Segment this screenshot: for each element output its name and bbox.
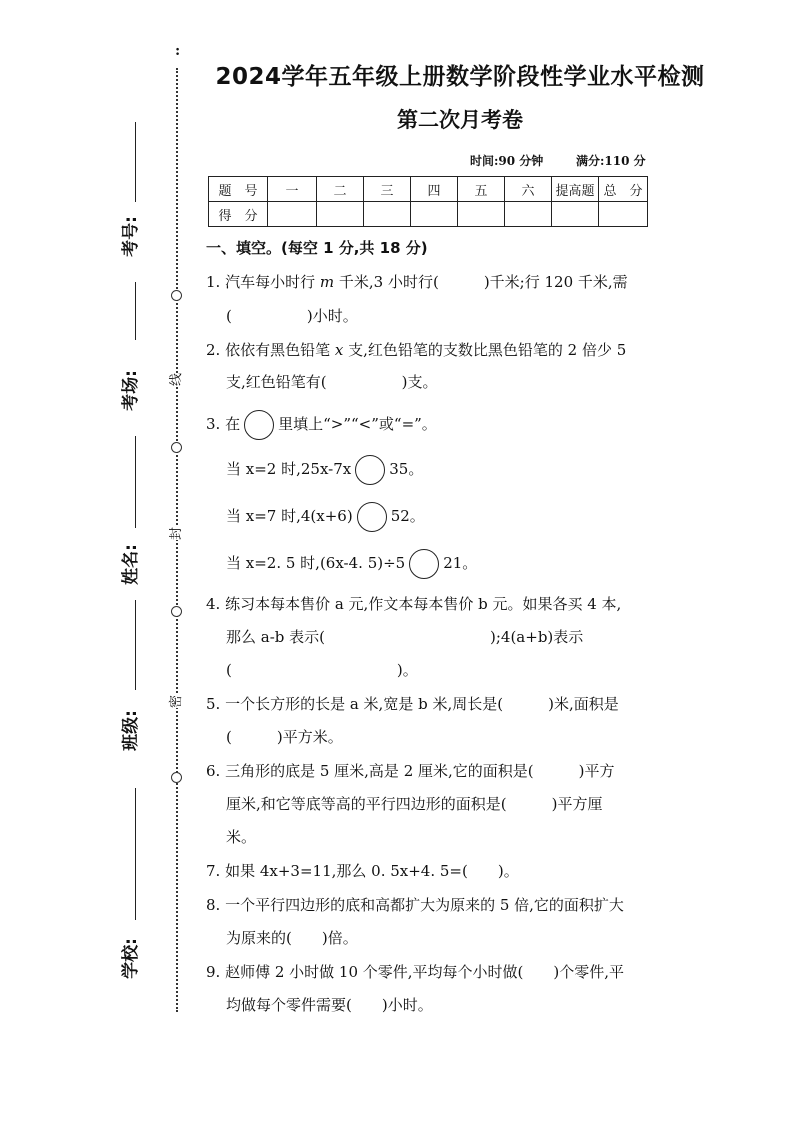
q3-3-text: 当 x=2. 5 时,(6x-4. 5)÷5 [226, 554, 406, 572]
full-score: 满分:110 分 [576, 154, 646, 168]
class-label: 班级: [120, 710, 141, 751]
q1-var-m: m [319, 273, 335, 291]
question-9-line-1[interactable]: 9. 赵师傅 2 小时做 10 个零件,平均每个小时做( )个零件,平 [206, 963, 625, 981]
kaochang-line[interactable] [135, 282, 136, 340]
page-title: 2024学年五年级上册数学阶段性学业水平检测 [215, 64, 705, 90]
name-line[interactable] [135, 436, 136, 528]
header-cell: 六 [505, 177, 552, 202]
header-cell: 二 [317, 177, 364, 202]
q3-text-b: 里填上“>”“<”或“=”。 [278, 415, 437, 433]
kaochang-label: 考场: [120, 370, 141, 411]
kaohao-line[interactable] [135, 122, 136, 202]
binding-hole [171, 290, 182, 301]
question-3-item-2 [226, 501, 425, 532]
q3-3-right: 21。 [443, 554, 478, 572]
seal-char-feng: 封 [163, 527, 186, 540]
score-cell[interactable] [411, 202, 458, 227]
header-cell: 五 [458, 177, 505, 202]
header-cell: 四 [411, 177, 458, 202]
school-label: 学校: [120, 938, 141, 979]
q2-var-x: x [334, 341, 344, 359]
q3-1-text: 当 x=2 时,25x-7x [226, 460, 352, 478]
section-heading: 一、填空。(每空 1 分,共 18 分) [206, 239, 428, 257]
q3-text-a: 3. 在 [206, 415, 241, 433]
question-5-line-1[interactable]: 5. 一个长方形的长是 a 米,宽是 b 米,周长是( )米,面积是 [206, 695, 619, 713]
header-cell: 提高题 [552, 177, 599, 202]
question-4-line-2[interactable]: 那么 a-b 表示( );4(a+b)表示 [226, 628, 584, 646]
question-3-item-1 [226, 454, 423, 485]
answer-circle[interactable] [355, 455, 385, 485]
score-cell[interactable] [599, 202, 648, 227]
q3-2-right: 52。 [390, 507, 425, 525]
question-7[interactable]: 7. 如果 4x+3=11,那么 0. 5x+4. 5=( )。 [206, 862, 519, 880]
binding-hole [171, 442, 182, 453]
q1-text-b: 千米,3 小时行( )千米;行 120 千米,需 [338, 273, 628, 291]
question-4-line-3[interactable]: ( )。 [226, 661, 418, 679]
score-label-cell: 得 分 [209, 202, 268, 227]
margin-dot: : [175, 43, 181, 59]
compare-circle-icon [244, 410, 274, 440]
score-cell[interactable] [552, 202, 599, 227]
kaohao-label: 考号: [120, 216, 141, 257]
page-subtitle: 第二次月考卷 [397, 108, 523, 132]
header-cell: 一 [268, 177, 317, 202]
score-table [208, 176, 648, 227]
score-cell[interactable] [364, 202, 411, 227]
seal-char-xian: 线 [163, 373, 186, 386]
name-label: 姓名: [120, 544, 141, 585]
score-cell[interactable] [317, 202, 364, 227]
header-cell: 总 分 [599, 177, 648, 202]
question-2-line-1 [206, 340, 626, 360]
question-4-line-1: 4. 练习本每本售价 a 元,作文本每本售价 b 元。如果各买 4 本, [206, 595, 622, 613]
question-9-line-2[interactable]: 均做每个零件需要( )小时。 [226, 996, 433, 1014]
question-6-line-2[interactable]: 厘米,和它等底等高的平行四边形的面积是( )平方厘 [226, 795, 603, 813]
q1-text-a: 1. 汽车每小时行 [206, 273, 316, 291]
score-cell[interactable] [268, 202, 317, 227]
answer-circle[interactable] [409, 549, 439, 579]
question-3-item-3 [226, 548, 477, 579]
question-3-intro [206, 409, 437, 440]
score-cell[interactable] [505, 202, 552, 227]
q3-2-text: 当 x=7 时,4(x+6) [226, 507, 353, 525]
question-8-line-1: 8. 一个平行四边形的底和高都扩大为原来的 5 倍,它的面积扩大 [206, 896, 624, 914]
seal-char-mi: 密 [163, 695, 186, 708]
school-line[interactable] [135, 788, 136, 920]
score-table-score-row [209, 202, 648, 227]
answer-circle[interactable] [357, 502, 387, 532]
q3-1-right: 35。 [389, 460, 424, 478]
question-1-line-2[interactable]: ( )小时。 [226, 307, 358, 325]
question-5-line-2[interactable]: ( )平方米。 [226, 728, 343, 746]
header-cell: 题 号 [209, 177, 268, 202]
score-cell[interactable] [458, 202, 505, 227]
q2-text-b: 支,红色铅笔的支数比黑色铅笔的 2 倍少 5 [348, 341, 627, 359]
question-6-line-3: 米。 [226, 828, 257, 846]
binding-hole [171, 772, 182, 783]
question-8-line-2[interactable]: 为原来的( )倍。 [226, 929, 358, 947]
question-2-line-2[interactable]: 支,红色铅笔有( )支。 [226, 373, 438, 391]
question-6-line-1[interactable]: 6. 三角形的底是 5 厘米,高是 2 厘米,它的面积是( )平方 [206, 762, 615, 780]
q2-text-a: 2. 依依有黑色铅笔 [206, 341, 331, 359]
header-cell: 三 [364, 177, 411, 202]
exam-time: 时间:90 分钟 [470, 154, 544, 168]
score-table-header-row [209, 177, 648, 202]
class-line[interactable] [135, 600, 136, 690]
question-1-line-1 [206, 272, 628, 292]
binding-hole [171, 606, 182, 617]
